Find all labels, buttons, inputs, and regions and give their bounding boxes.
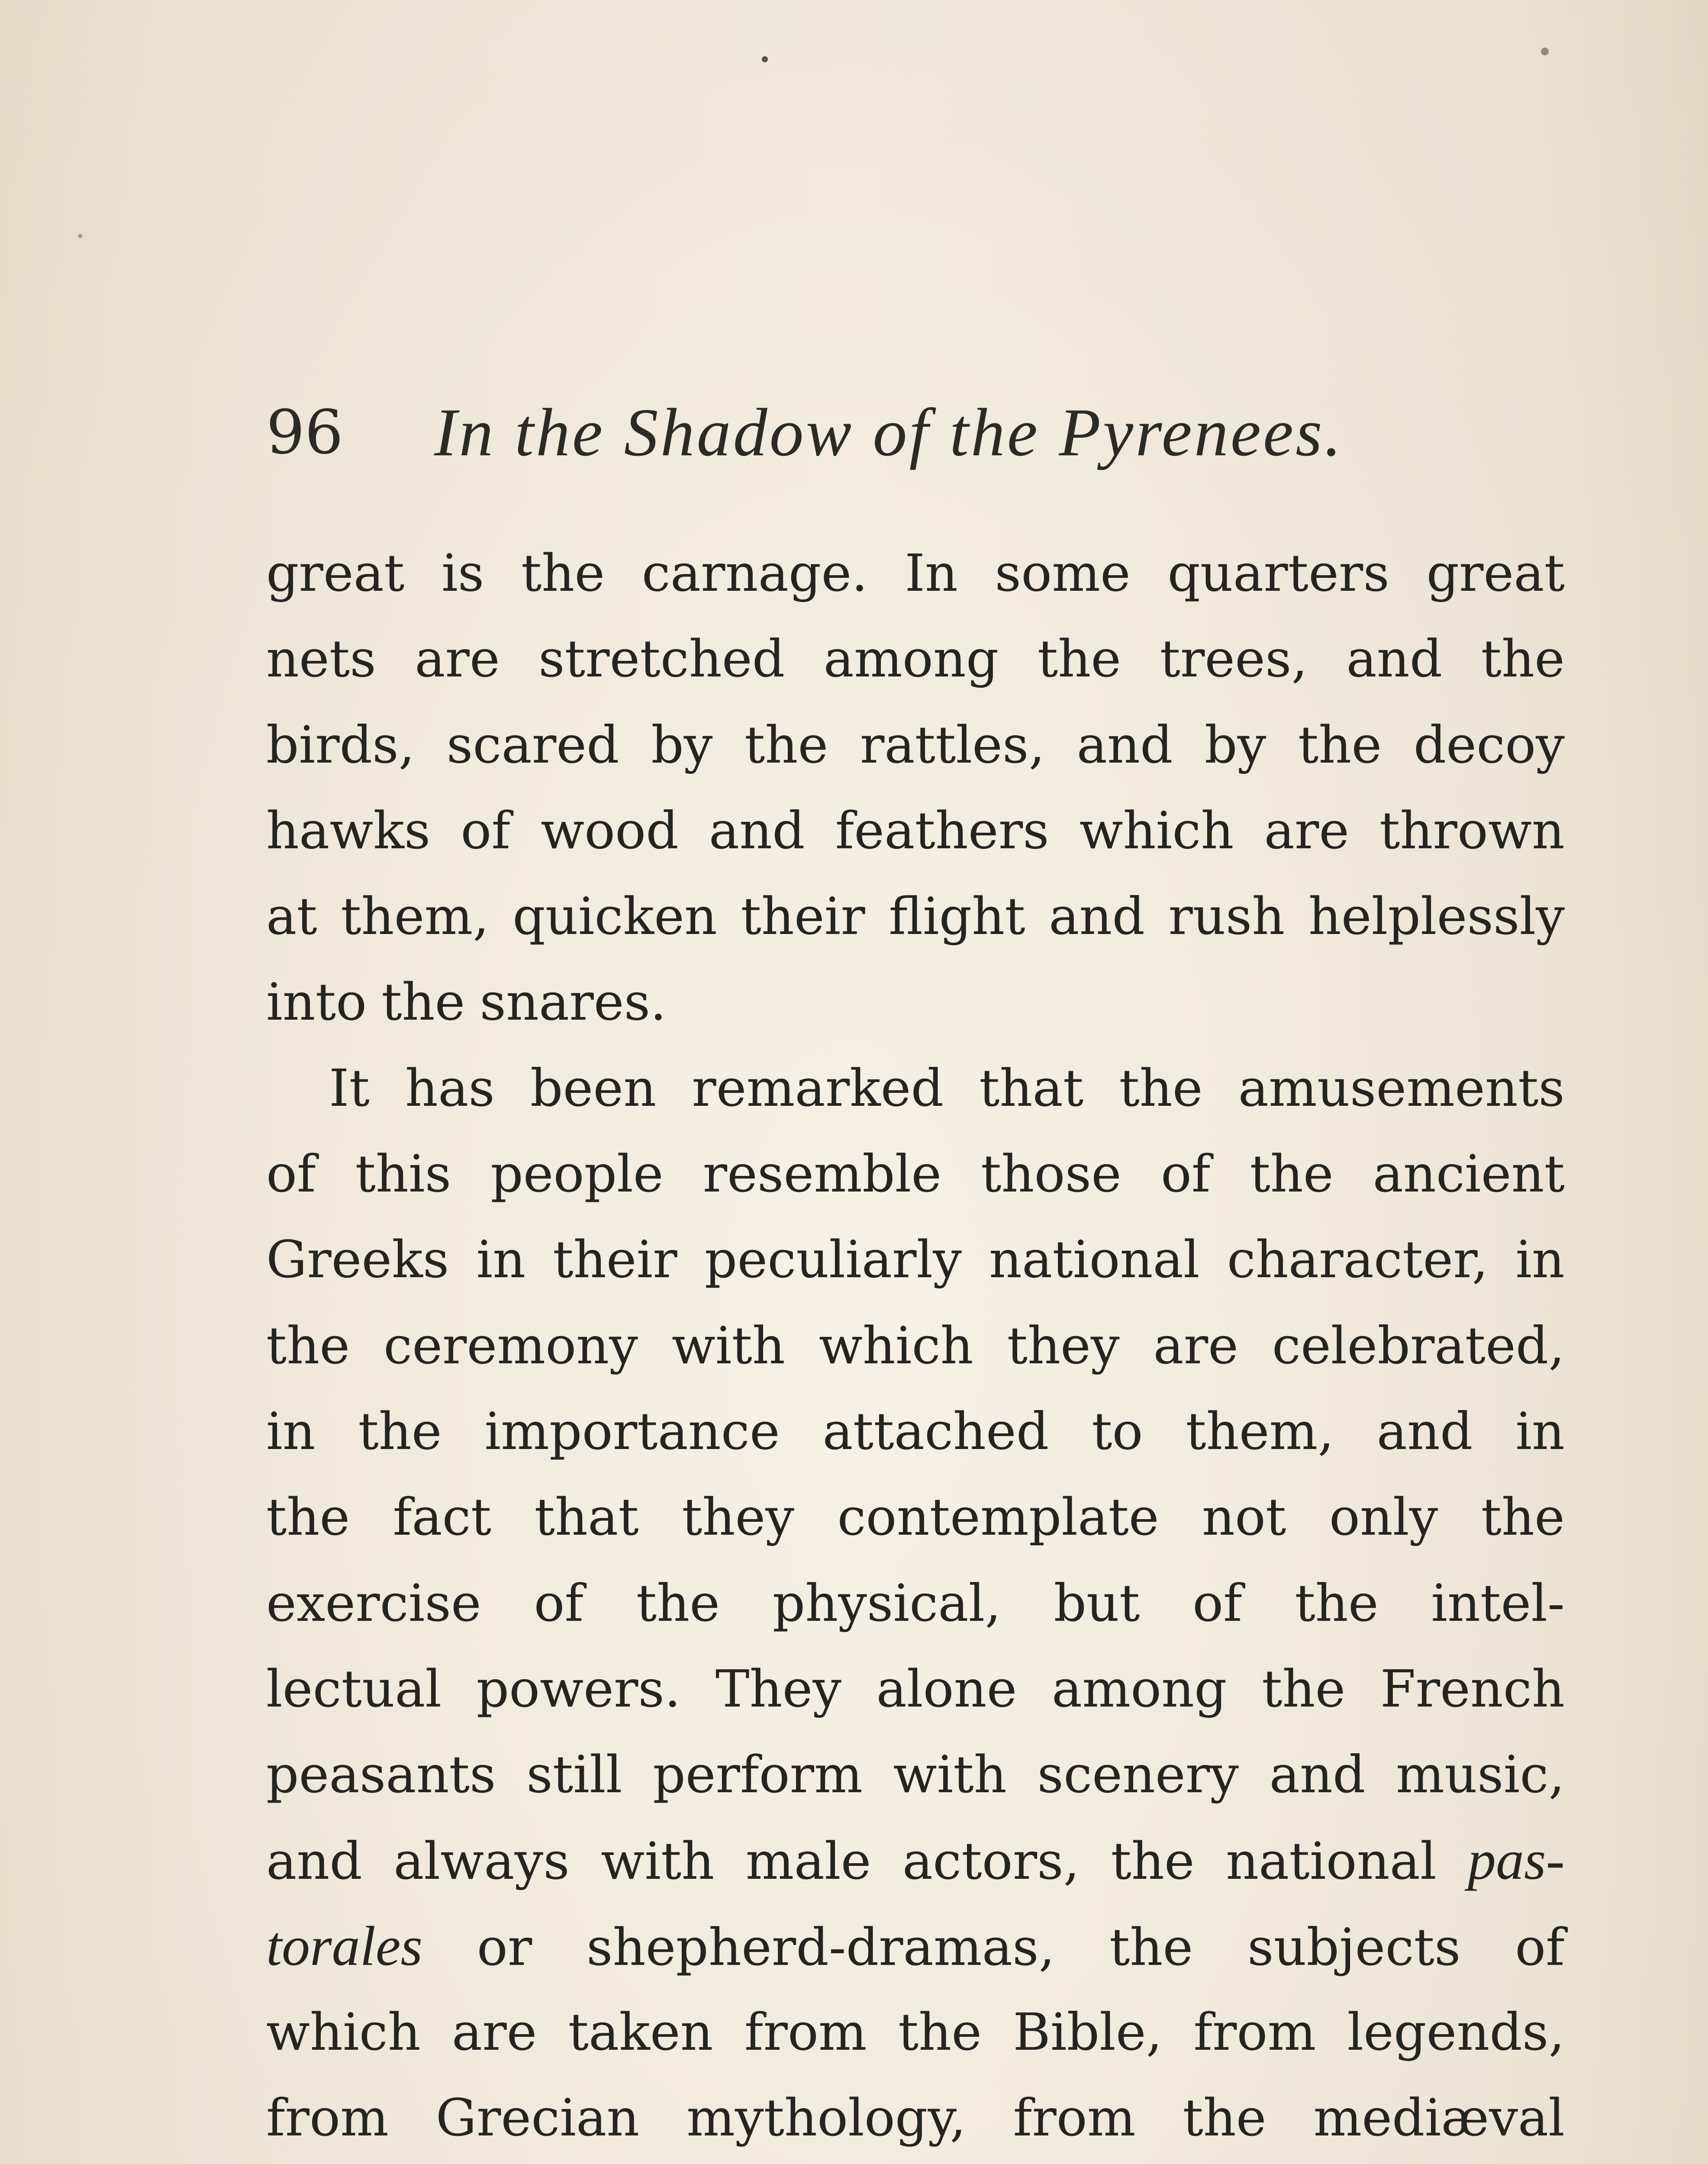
word: they: [1007, 1315, 1120, 1375]
word: and: [709, 800, 805, 860]
word: intel-: [1431, 1573, 1565, 1633]
word: carnage.: [641, 543, 868, 603]
word: great: [1426, 543, 1565, 603]
word: actors,: [902, 1831, 1080, 1891]
word: helplessly: [1308, 886, 1565, 947]
word: are: [451, 2002, 537, 2062]
word: of: [1192, 1573, 1242, 1633]
word: with: [671, 1315, 785, 1375]
word: They: [715, 1658, 842, 1719]
word: the: [1262, 1658, 1346, 1719]
word: exercise: [266, 1573, 481, 1633]
text-line: [266, 702, 1565, 788]
word: fact: [393, 1487, 492, 1547]
word: thrown: [1379, 800, 1565, 860]
word: nets: [266, 629, 376, 689]
word: people: [490, 1144, 664, 1204]
word: of: [266, 1144, 316, 1204]
word: remarked: [692, 1058, 944, 1118]
word: some: [995, 543, 1131, 603]
word: or: [477, 1917, 532, 1977]
word: of: [1160, 1144, 1211, 1204]
word: [1289, 2161, 1475, 2164]
word: their: [741, 886, 865, 947]
word: into: [266, 972, 367, 1032]
word: that: [979, 1058, 1084, 1118]
word: which: [819, 1315, 973, 1375]
word: [945, 2161, 1028, 2164]
word: in: [476, 1230, 526, 1290]
word: the: [1481, 1487, 1565, 1547]
word: the: [521, 543, 605, 603]
word: [551, 2161, 647, 2164]
word: are: [1264, 800, 1350, 860]
word: legends,: [1347, 2002, 1565, 2062]
word: has: [405, 1058, 495, 1118]
word: which: [266, 2002, 421, 2062]
word: but: [1054, 1573, 1140, 1633]
text-line: [266, 1817, 1565, 1903]
word: It: [329, 1058, 370, 1118]
word: wood: [541, 800, 679, 860]
word: flight: [889, 886, 1025, 947]
word: in: [1515, 1401, 1565, 1461]
word: music,: [1396, 1745, 1565, 1805]
word: [266, 2161, 534, 2164]
word: ancient: [1373, 1144, 1565, 1204]
word: the: [1109, 1917, 1193, 1977]
word: peasants: [266, 1745, 496, 1805]
word: quarters: [1167, 543, 1389, 603]
word: not: [1202, 1487, 1286, 1547]
text-line: [266, 959, 1565, 1045]
word: and: [1076, 715, 1173, 775]
word: decoy: [1413, 715, 1565, 775]
word: are: [1153, 1315, 1238, 1375]
word: from: [1013, 2088, 1136, 2148]
word: male: [745, 1831, 871, 1891]
word: Grecian: [435, 2088, 640, 2148]
word: pas-: [1468, 1829, 1565, 1892]
word: character,: [1227, 1230, 1489, 1290]
word: to: [1092, 1401, 1143, 1461]
text-line: [266, 1646, 1565, 1732]
word: this: [355, 1144, 451, 1204]
word: trees,: [1160, 629, 1308, 689]
word: still: [526, 1745, 622, 1805]
word: the: [744, 715, 828, 775]
text-line: [266, 1474, 1565, 1560]
word: stretched: [538, 629, 785, 689]
word: is: [442, 543, 484, 603]
word: peculiarly: [704, 1230, 962, 1290]
word: rattles,: [860, 715, 1045, 775]
word: the: [266, 1487, 350, 1547]
word: by: [651, 715, 713, 775]
word: are: [415, 629, 500, 689]
word: the: [1037, 629, 1121, 689]
word: from: [266, 2088, 389, 2148]
text-line: [266, 1045, 1565, 1131]
text-line: [266, 1303, 1565, 1388]
word: and: [1049, 886, 1145, 947]
word: only: [1329, 1487, 1438, 1547]
word: physical,: [772, 1573, 1001, 1633]
word: powers.: [476, 1658, 681, 1719]
page-number: 96: [266, 397, 344, 468]
text-line: [266, 1732, 1565, 1817]
word: their: [553, 1230, 677, 1290]
word: of: [1515, 1917, 1565, 1977]
word: and: [266, 1831, 362, 1891]
word: the: [1298, 715, 1382, 775]
word: subjects: [1247, 1917, 1461, 1977]
paper-speck: [1541, 48, 1549, 55]
word: from: [744, 2002, 867, 2062]
word: that: [534, 1487, 639, 1547]
word: Greeks: [266, 1230, 449, 1290]
body-text: [266, 530, 1565, 2164]
word: lectual: [266, 1658, 442, 1719]
word: French: [1380, 1658, 1565, 1719]
word: contemplate: [837, 1487, 1159, 1547]
word: with: [601, 1831, 715, 1891]
word: been: [530, 1058, 657, 1118]
word: celebrated,: [1272, 1315, 1565, 1375]
word: at: [266, 886, 317, 947]
word: shepherd-dramas,: [587, 1917, 1055, 1977]
text-line: [266, 2161, 1565, 2164]
word: the: [381, 972, 465, 1032]
word: torales: [266, 1915, 423, 1977]
word: taken: [568, 2002, 713, 2062]
word: the: [1481, 629, 1565, 689]
word: [1046, 2161, 1272, 2164]
word: the: [1295, 1573, 1379, 1633]
paper-speck: [762, 56, 768, 62]
word: rush: [1168, 886, 1285, 947]
text-line: [266, 1217, 1565, 1302]
word: they: [682, 1487, 795, 1547]
running-title: In the Shadow of the Pyrenees.: [434, 395, 1344, 470]
word: [1492, 2161, 1565, 2164]
word: which: [1079, 800, 1234, 860]
word: attached: [822, 1401, 1049, 1461]
word: In: [905, 543, 958, 603]
word: of: [534, 1573, 584, 1633]
word: birds,: [266, 715, 415, 775]
text-line: [266, 873, 1565, 959]
word: importance: [484, 1401, 780, 1461]
text-line: [266, 1131, 1565, 1217]
word: the: [1119, 1058, 1203, 1118]
text-line: [266, 2075, 1565, 2161]
word: scared: [446, 715, 619, 775]
word: [665, 2161, 787, 2164]
word: ceremony: [383, 1315, 638, 1375]
text-line: [266, 530, 1565, 616]
word: national: [1226, 1831, 1437, 1891]
paper-speck: [78, 234, 82, 238]
word: and: [1269, 1745, 1366, 1805]
word: the: [1111, 1831, 1195, 1891]
word: among: [1051, 1658, 1227, 1719]
word: quicken: [512, 886, 717, 947]
word: the: [1250, 1144, 1334, 1204]
word: the: [1183, 2088, 1266, 2148]
text-line: [266, 788, 1565, 873]
word: those: [981, 1144, 1121, 1204]
word: great: [266, 543, 405, 603]
word: from: [1193, 2002, 1316, 2062]
word: scenery: [1037, 1745, 1239, 1805]
text-line: [266, 1388, 1565, 1474]
word: the: [358, 1401, 442, 1461]
word: alone: [876, 1658, 1017, 1719]
running-head: [266, 392, 1457, 474]
word: the: [266, 1315, 350, 1375]
word: national: [989, 1230, 1200, 1290]
word: and: [1376, 1401, 1473, 1461]
word: feathers: [835, 800, 1049, 860]
text-line: [266, 1903, 1565, 1989]
word: and: [1346, 629, 1443, 689]
word: them,: [1186, 1401, 1334, 1461]
word: them,: [341, 886, 489, 947]
word: Bible,: [1013, 2002, 1163, 2062]
word: in: [1515, 1230, 1565, 1290]
word: by: [1205, 715, 1266, 775]
word: [805, 2161, 927, 2164]
word: always: [393, 1831, 570, 1891]
word: of: [461, 800, 511, 860]
text-line: [266, 1989, 1565, 2075]
word: among: [823, 629, 999, 689]
word: perform: [653, 1745, 863, 1805]
word: hawks: [266, 800, 431, 860]
word: mythology,: [686, 2088, 966, 2148]
word: with: [893, 1745, 1007, 1805]
word: the: [898, 2002, 982, 2062]
text-line: [266, 616, 1565, 702]
word: resemble: [703, 1144, 942, 1204]
word: mediæval: [1313, 2088, 1565, 2148]
text-line: [266, 1560, 1565, 1646]
word: amusements: [1238, 1058, 1565, 1118]
word: the: [636, 1573, 720, 1633]
word: snares.: [480, 972, 667, 1032]
word: in: [266, 1401, 316, 1461]
